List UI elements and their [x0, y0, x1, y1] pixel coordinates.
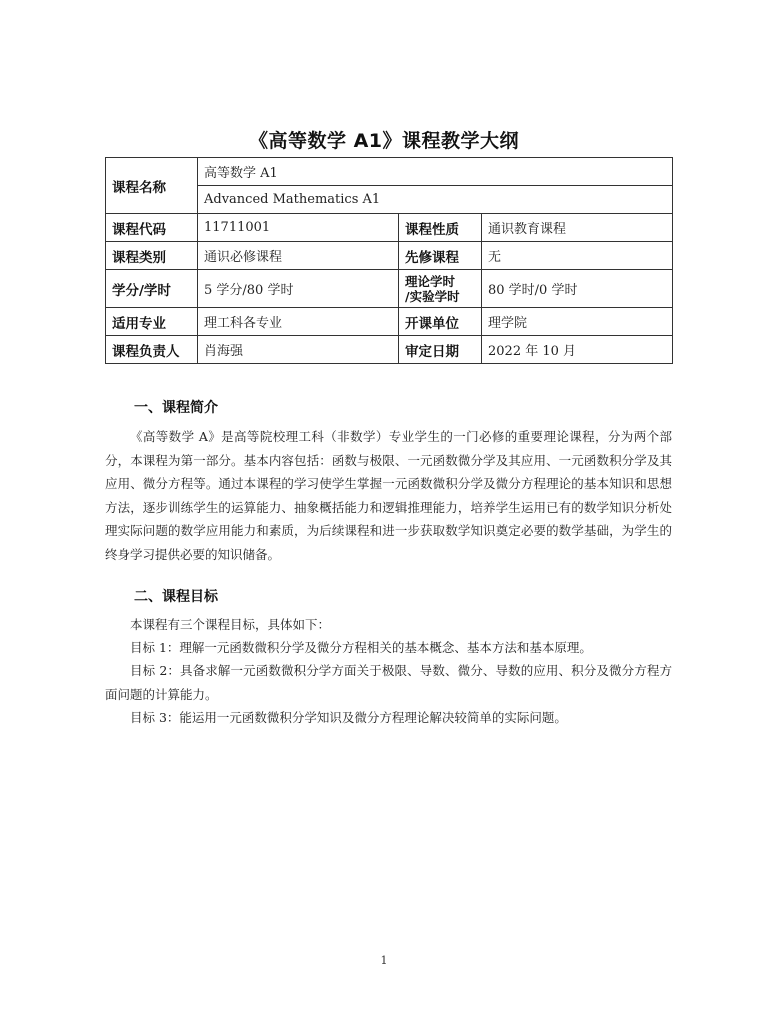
table-row [106, 214, 673, 242]
course-category-value: 通识必修课程 [198, 242, 399, 270]
credits-value: 5 学分/80 学时 [198, 270, 399, 308]
prerequisite-label: 先修课程 [399, 242, 482, 270]
department-label: 开课单位 [399, 308, 482, 336]
course-category-label: 课程类别 [106, 242, 198, 270]
table-row [106, 336, 673, 364]
theory-hours-label: 理论学时 [405, 273, 456, 289]
major-label: 适用专业 [106, 308, 198, 336]
credits-label: 学分/学时 [106, 270, 198, 308]
department-value: 理学院 [482, 308, 673, 336]
table-row [106, 270, 673, 308]
course-name-label: 课程名称 [106, 158, 198, 214]
section-heading-intro: 一、课程简介 [134, 400, 218, 416]
goal-3: 目标 3：能运用一元函数微积分学知识及微分方程理论解决较简单的实际问题。 [130, 710, 567, 725]
course-code-value: 11711001 [198, 214, 399, 242]
table-row [106, 308, 673, 336]
course-nature-label: 课程性质 [399, 214, 482, 242]
instructor-label: 课程负责人 [106, 336, 198, 364]
table-row [106, 158, 673, 186]
section-heading-goals: 二、课程目标 [134, 589, 218, 605]
course-nature-value: 通识教育课程 [482, 214, 673, 242]
course-intro-paragraph: 《高等数学 A》是高等院校理工科（非数学）专业学生的一门必修的重要理论课程，分为两个部分，本课程为第一部分。基本内容包括：函数与极限、一元函数微分学及其应用、一元函数积分学及其应用、微分方程等。通过本课程的学习使学生掌握一元函数微积分学及微分方程理论的基本知识和思想方法，逐步训练学生的运算能力、抽象概括能力和逻辑推理能力，培养学生运用已有的数学知识分析处理实际问题的数学应用能力和素质，为后续课程和进一步获取数学知识奠定必要的数学基础，为学生的终身学习提供必要的知识储备。 [105, 429, 672, 562]
page-number: 1 [380, 954, 388, 967]
theory-lab-hours-value: 80 学时/0 学时 [482, 270, 673, 308]
major-value: 理工科各专业 [198, 308, 399, 336]
course-code-label: 课程代码 [106, 214, 198, 242]
course-name-cn: 高等数学 A1 [198, 158, 673, 186]
theory-lab-hours-label [399, 270, 482, 308]
course-info-table [105, 157, 673, 364]
goals-intro: 本课程有三个课程目标，具体如下： [130, 617, 331, 632]
approval-date-value: 2022 年 10 月 [482, 336, 673, 364]
goal-1: 目标 1：理解一元函数微积分学及微分方程相关的基本概念、基本方法和基本原理。 [130, 640, 592, 655]
prerequisite-value: 无 [482, 242, 673, 270]
approval-date-label: 审定日期 [399, 336, 482, 364]
course-name-en: Advanced Mathematics A1 [198, 186, 673, 214]
instructor-value: 肖海强 [198, 336, 399, 364]
document-title: 《高等数学 A1》课程教学大纲 [248, 130, 520, 152]
lab-hours-label: /实验学时 [405, 288, 460, 304]
goal-2: 目标 2：具备求解一元函数微积分学方面关于极限、导数、微分、导数的应用、积分及微分方程方面问题的计算能力。 [105, 663, 672, 702]
table-row [106, 242, 673, 270]
